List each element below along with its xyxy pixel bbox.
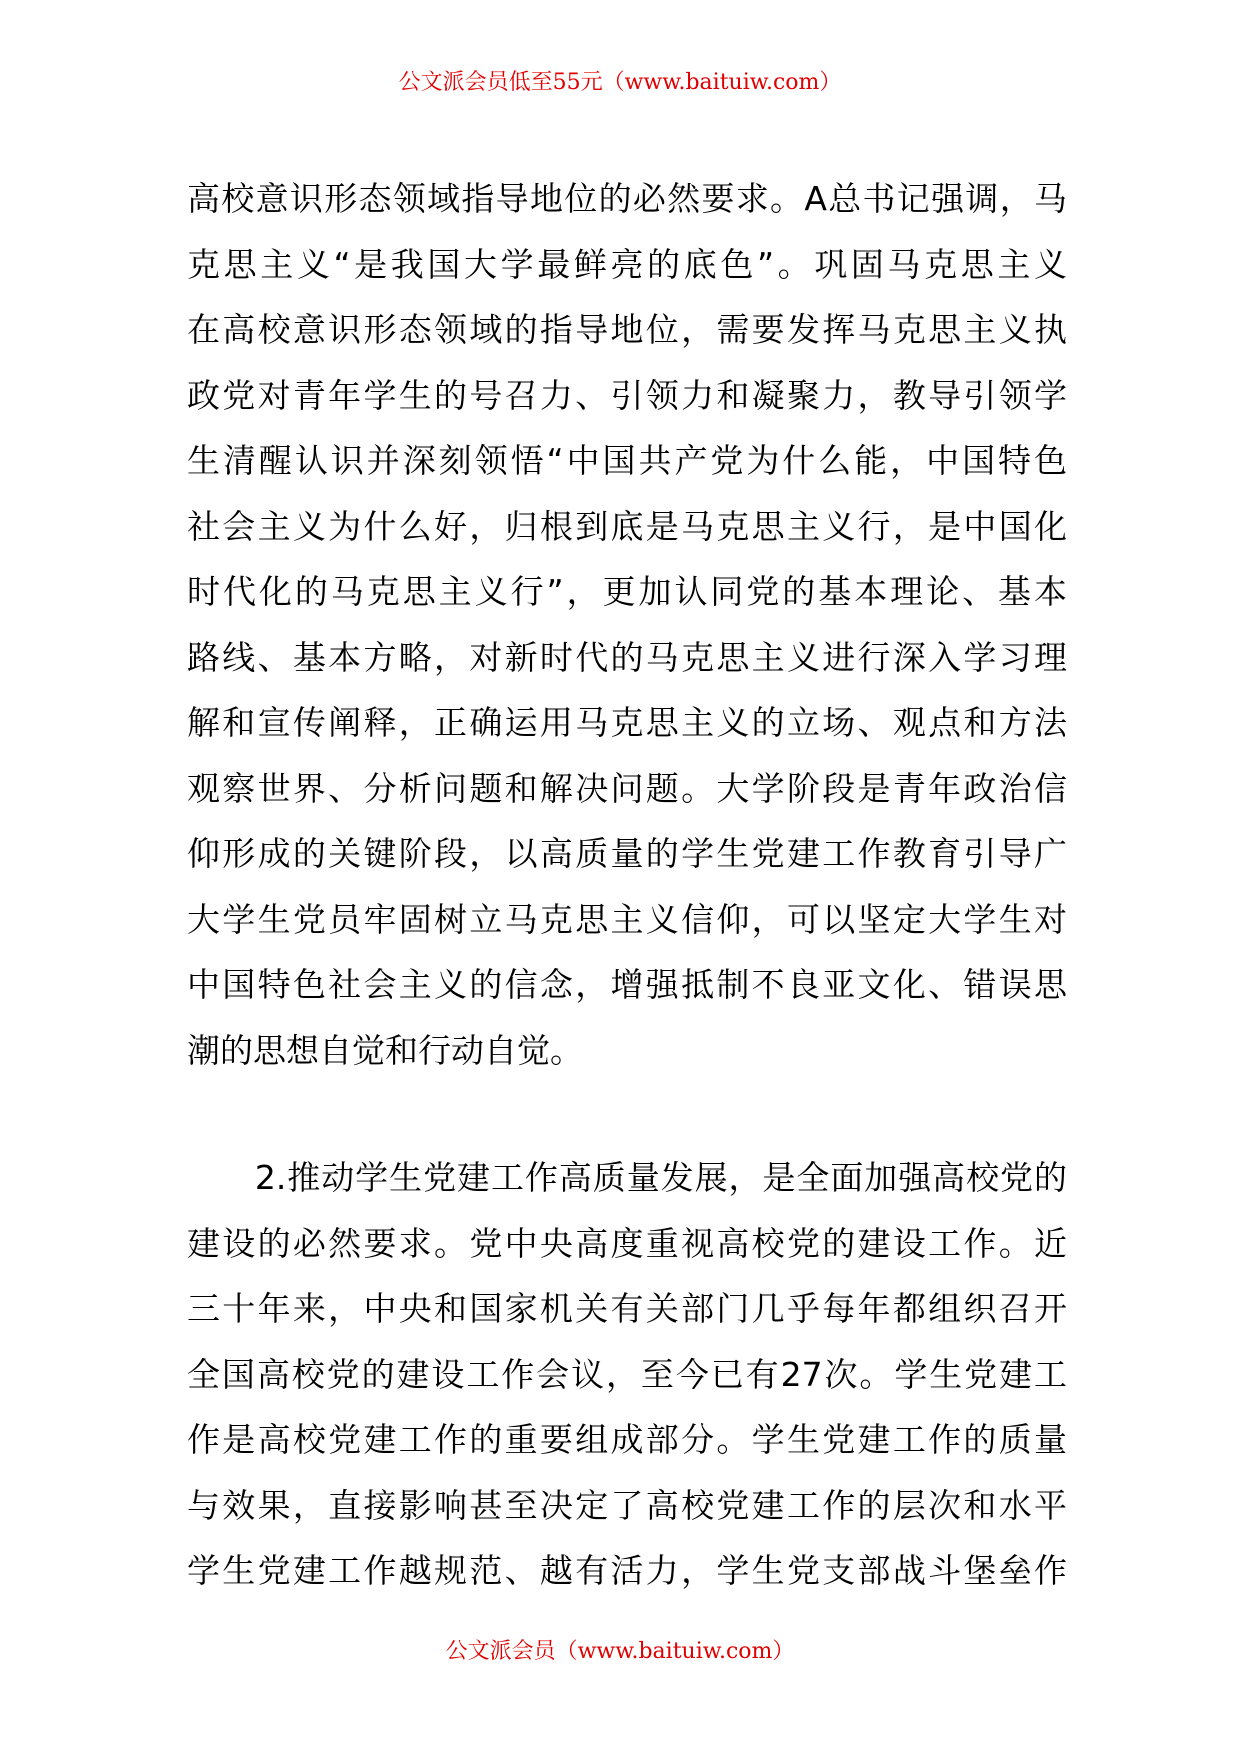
paragraph-line: 大学生党员牢固树立马克思主义信仰，可以坚定大学生对 <box>187 899 1067 939</box>
paragraph-line: 学生党建工作越规范、越有活力，学生党支部战斗堡垒作 <box>187 1551 1067 1590</box>
paragraph-line: 作是高校党建工作的重要组成部分。学生党建工作的质量 <box>187 1420 1067 1459</box>
paragraph-1 <box>187 166 1067 1083</box>
paragraph-line: 建设的必然要求。党中央高度重视高校党的建设工作。近 <box>187 1223 1067 1263</box>
header-watermark[interactable]: 公文派会员低至55元（www.baituiw.com） <box>398 70 842 95</box>
paragraph-2 <box>187 1145 1067 1604</box>
paragraph-line: 三十年来，中央和国家机关有关部门几乎每年都组织召开 <box>187 1289 1067 1328</box>
paragraph-line: 潮的思想自觉和行动自觉。 <box>187 1030 583 1070</box>
paragraph-line: 克思主义“是我国大学最鲜亮的底色”。巩固马克思主义 <box>187 244 1067 284</box>
paragraph-line: 时代化的马克思主义行”，更加认同党的基本理论、基本 <box>187 572 1067 611</box>
paragraph-line: 解和宣传阐释，正确运用马克思主义的立场、观点和方法 <box>187 703 1067 742</box>
paragraph-line: 中国特色社会主义的信念，增强抵制不良亚文化、错误思 <box>187 965 1067 1004</box>
paragraph-line: 全国高校党的建设工作会议，至今已有27次。学生党建工 <box>187 1354 1067 1394</box>
paragraph-line: 社会主义为什么好，归根到底是马克思主义行，是中国化 <box>187 506 1067 546</box>
footer-watermark[interactable]: 公文派会员（www.baituiw.com） <box>445 1639 795 1664</box>
paragraph-line: 与效果，直接影响甚至决定了高校党建工作的层次和水平 <box>187 1485 1067 1525</box>
paragraph-line: 仰形成的关键阶段，以高质量的学生党建工作教育引导广 <box>187 834 1067 873</box>
paragraph-line: 高校意识形态领域指导地位的必然要求。A总书记强调，马 <box>187 179 1067 218</box>
paragraph-line: 在高校意识形态领域的指导地位，需要发挥马克思主义执 <box>187 310 1067 349</box>
paragraph-line: 生清醒认识并深刻领悟“中国共产党为什么能，中国特色 <box>187 441 1067 480</box>
paragraph-line: 2.推动学生党建工作高质量发展，是全面加强高校党的 <box>187 1158 1067 1197</box>
paragraph-line: 路线、基本方略，对新时代的马克思主义进行深入学习理 <box>187 637 1067 677</box>
paragraph-line: 观察世界、分析问题和解决问题。大学阶段是青年政治信 <box>187 768 1067 808</box>
paragraph-line: 政党对青年学生的号召力、引领力和凝聚力，教导引领学 <box>187 375 1067 415</box>
